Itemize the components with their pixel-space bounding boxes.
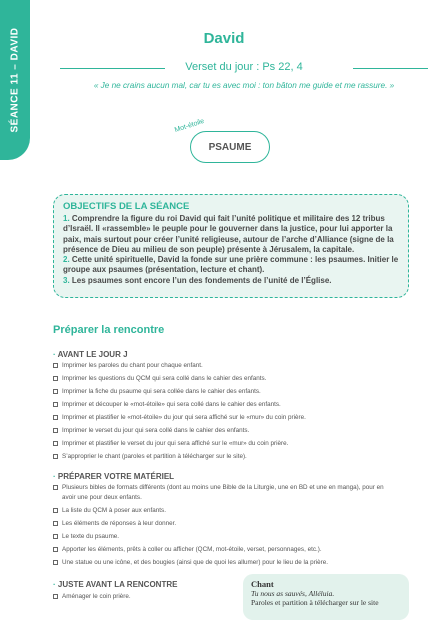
checklist-item: Imprimer les paroles du chant pour chaque enfant. (53, 359, 393, 372)
juste-avant-checklist (53, 590, 238, 603)
verse-heading-row (60, 62, 428, 74)
chant-box (243, 574, 409, 620)
checklist-item: Imprimer la fiche du psaume qui sera collée dans le cahier des enfants. (53, 385, 393, 398)
checkbox-icon[interactable] (53, 415, 58, 420)
checkbox-icon[interactable] (53, 441, 58, 446)
checkbox-icon[interactable] (53, 454, 58, 459)
verse-heading: Verset du jour : Ps 22, 4 (185, 61, 303, 73)
objective-item: 2. Cette unité spirituelle, David la fonde sur une prière commune : les psaumes. Initier le groupe aux psaumes (présentation, lecture et chant). (63, 255, 399, 275)
checkbox-icon[interactable] (53, 521, 58, 526)
checklist-item: Plusieurs bibles de formats différents (dont au moins une Bible de la Liturgie, une en BD et une en manga), pour en avoir une pour deux enfants. (53, 481, 393, 504)
materiel-heading: · PRÉPARER VOTRE MATÉRIEL (53, 472, 175, 481)
checkbox-icon[interactable] (53, 534, 58, 539)
checklist-item: Les éléments de réponses à leur donner. (53, 517, 393, 530)
checkbox-icon[interactable] (53, 402, 58, 407)
objective-item: 1. Comprendre la figure du roi David qui fait l’unité politique et militaire des 12 tribus d’Israël. Il «rassemble» le peuple pour le gouverner dans la justice, pour lui apporter la paix, mais surtout pour créer l’unité religieuse, autour de l’arche d’Alliance (signe de la présence de Dieu au milieu de son peuple) présente à Jérusalem, la capitale. (63, 214, 394, 254)
chant-song-title: Tu nous as sauvés, Alléluia. (251, 589, 335, 598)
page-title: David (203, 30, 245, 47)
checklist-item: Apporter les éléments, prêts à coller ou afficher (QCM, mot-étoile, verset, personnages, etc.). (53, 543, 393, 556)
mot-etoile-badge (190, 131, 270, 163)
mot-etoile-label: Mot-étoile (173, 117, 206, 134)
checklist-item: La liste du QCM à poser aux enfants. (53, 504, 393, 517)
chant-heading: Chant (251, 579, 274, 589)
checkbox-icon[interactable] (53, 428, 58, 433)
checklist-item: Imprimer et découper le «mot-étoile» qui sera collé dans le cahier des enfants. (53, 398, 393, 411)
checkbox-icon[interactable] (53, 389, 58, 394)
checkbox-icon[interactable] (53, 594, 58, 599)
avant-checklist (53, 359, 393, 463)
session-side-tab (0, 0, 30, 160)
checkbox-icon[interactable] (53, 485, 58, 490)
checkbox-icon[interactable] (53, 363, 58, 368)
checkbox-icon[interactable] (53, 508, 58, 513)
checklist-item: Une statue ou une icône, et des bougies (ainsi que de quoi les allumer) pour le lieu de la prière. (53, 556, 393, 569)
verse-rule-right (353, 68, 428, 69)
checklist-item: S’approprier le chant (paroles et partition à télécharger sur le site). (53, 450, 393, 463)
verse-quote: « Je ne crains aucun mal, car tu es avec moi : ton bâton me guide et me rassure. » (93, 81, 395, 90)
checklist-item: Imprimer les questions du QCM qui sera collé dans le cahier des enfants. (53, 372, 393, 385)
objectives-heading: OBJECTIFS DE LA SÉANCE (63, 201, 190, 212)
juste-avant-heading: · JUSTE AVANT LA RENCONTRE (53, 580, 178, 589)
checklist-item: Aménager le coin prière. (53, 590, 238, 603)
checklist-item: Imprimer et plastifier le verset du jour qui sera affiché sur le «mur» du coin prière. (53, 437, 393, 450)
objective-item: 3. Les psaumes sont encore l’un des fondements de l’unité de l’Église. (63, 275, 332, 285)
checkbox-icon[interactable] (53, 560, 58, 565)
materiel-checklist (53, 481, 393, 569)
mot-etoile-word: PSAUME (208, 141, 252, 153)
section-title: Préparer la rencontre (53, 324, 165, 336)
objectives-box (53, 194, 409, 298)
session-label: SÉANCE 11 – DAVID (9, 27, 21, 133)
chant-download-note: Paroles et partition à télécharger sur le site (251, 598, 379, 607)
avant-heading: · AVANT LE JOUR J (53, 350, 128, 359)
checklist-item: Le texte du psaume. (53, 530, 393, 543)
checklist-item: Imprimer le verset du jour qui sera collé dans le cahier des enfants. (53, 424, 393, 437)
checkbox-icon[interactable] (53, 376, 58, 381)
checklist-item: Imprimer et plastifier le «mot-étoile» du jour qui sera affiché sur le «mur» du coin prière. (53, 411, 393, 424)
checkbox-icon[interactable] (53, 547, 58, 552)
